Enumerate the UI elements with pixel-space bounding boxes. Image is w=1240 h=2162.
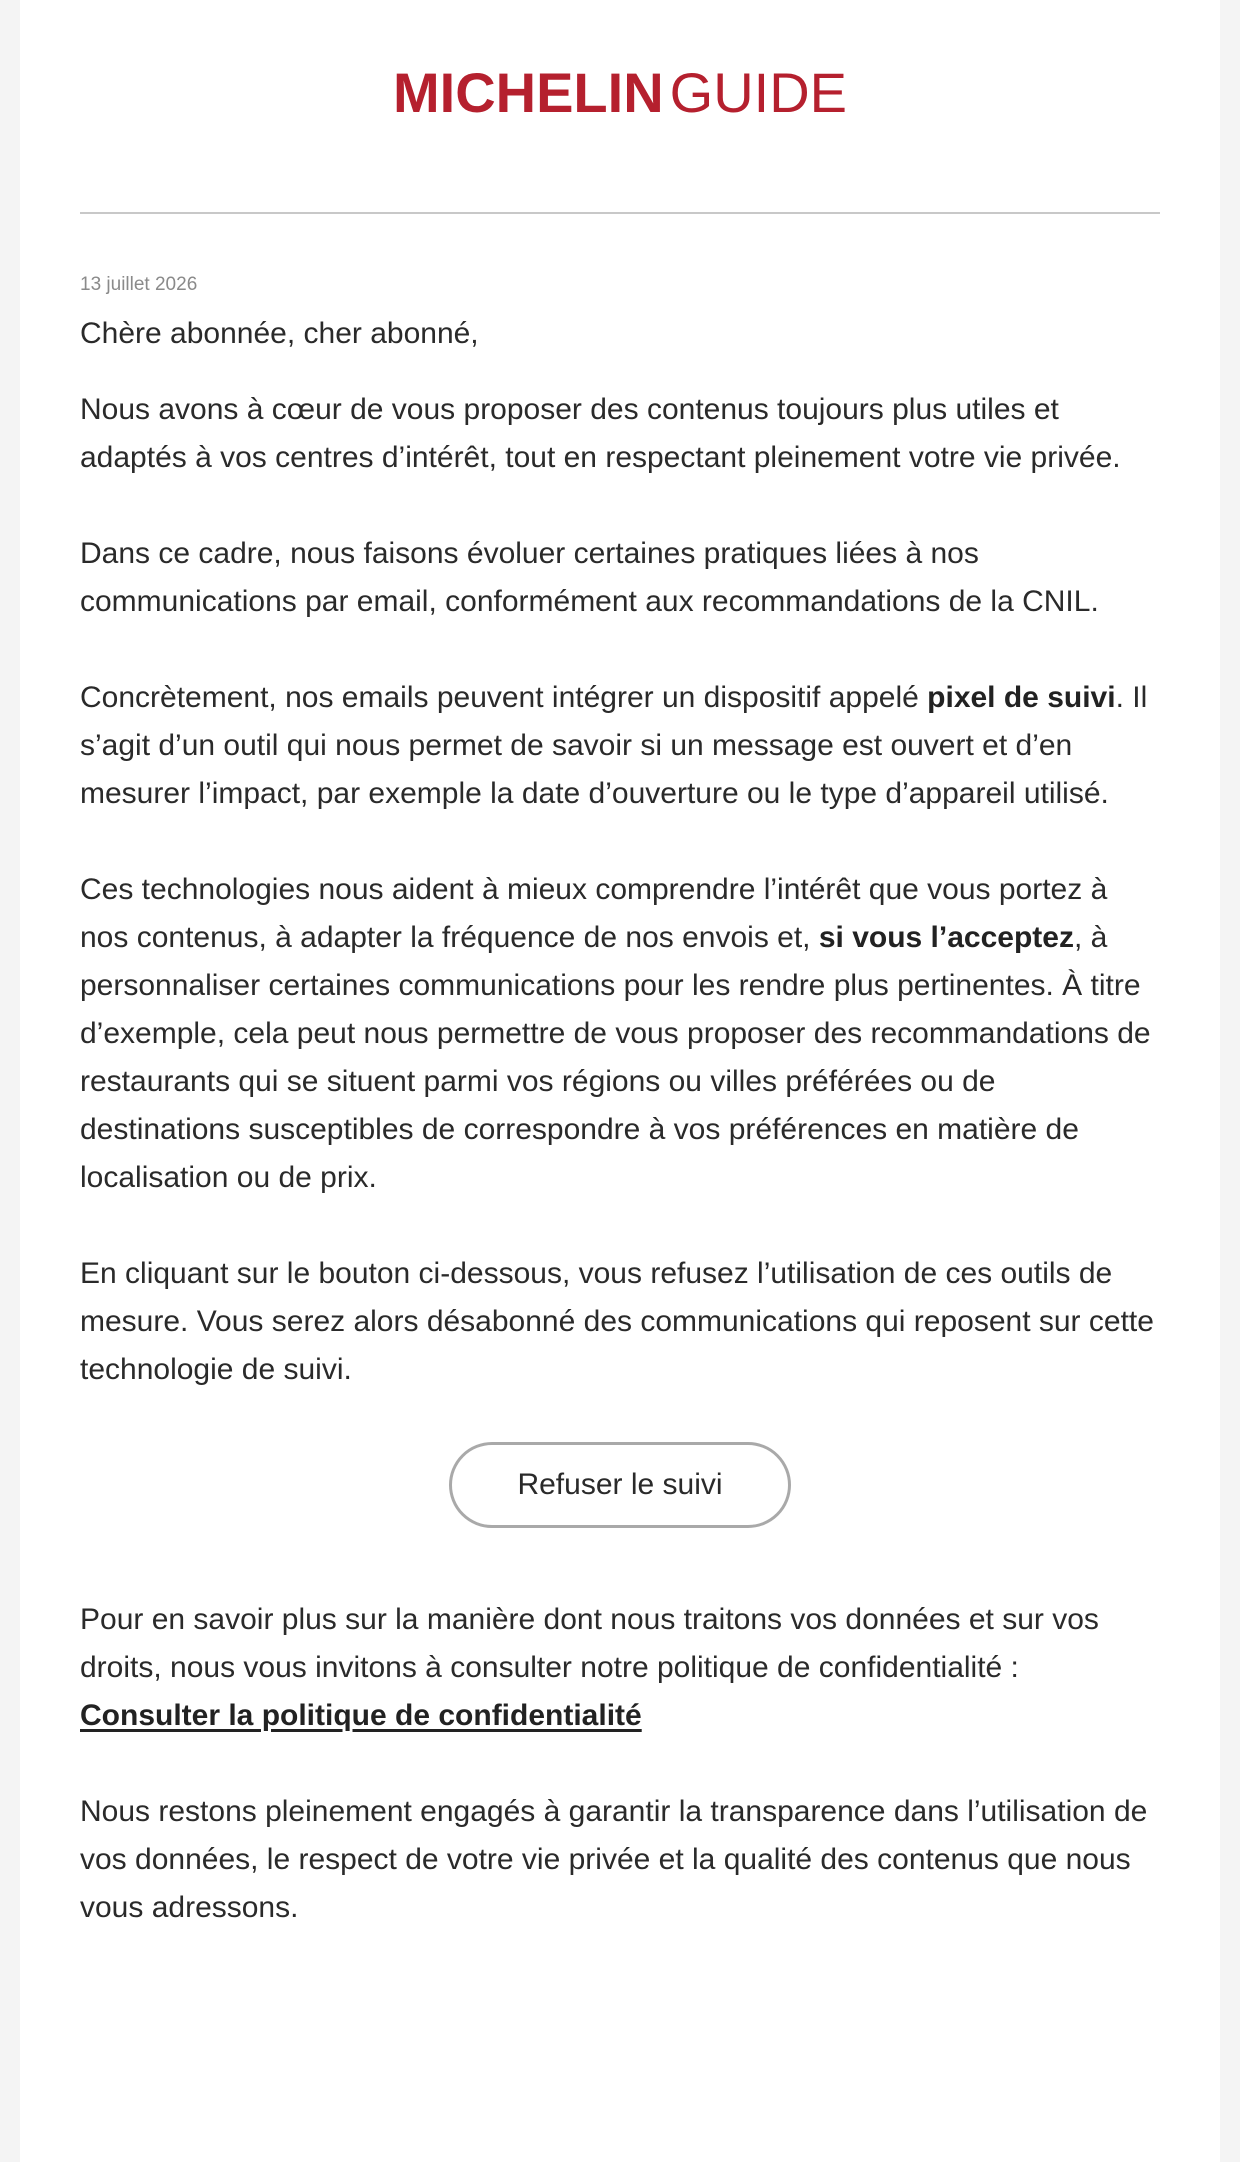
paragraph-text: . Il s’agit d’un outil qui nous permet de savoir si un message est ouvert et d’en mesurer l’impact, par exemple la date d’ouverture ou le type d’appareil utilisé.	[80, 681, 1148, 810]
paragraph-tracking-pixel	[80, 674, 1160, 818]
greeting: Chère abonnée, cher abonné,	[80, 317, 479, 350]
email-date: 13 juillet 2026	[80, 274, 198, 295]
email-header	[20, 0, 1220, 213]
paragraph-technologies	[80, 866, 1160, 1202]
logo-guide-text: GUIDE	[669, 61, 847, 124]
paragraph-intro: Nous avons à cœur de vous proposer des contenus toujours plus utiles et adaptés à vos centres d’intérêt, tout en respectant pleinement votre vie privée.	[80, 393, 1121, 474]
button-container	[80, 1442, 1160, 1528]
paragraph-cnil: Dans ce cadre, nous faisons évoluer certaines pratiques liées à nos communications par email, conformément aux recommandations de la CNIL.	[80, 537, 1099, 618]
michelin-guide-logo	[20, 58, 1220, 128]
logo-michelin-text: MICHELIN	[392, 61, 664, 124]
privacy-policy-link[interactable]: Consulter la politique de confidentialité	[80, 1699, 642, 1732]
paragraph-commitment: Nous restons pleinement engagés à garantir la transparence dans l’utilisation de vos données, le respect de votre vie privée et la qualité des contenus que nous vous adressons.	[80, 1795, 1148, 1924]
bold-si-vous-lacceptez: si vous l’acceptez	[818, 921, 1074, 954]
paragraph-refuse-info: En cliquant sur le bouton ci-dessous, vous refusez l’utilisation de ces outils de mesure. Vous serez alors désabonné des communications qui reposent sur cette technologie de suivi.	[80, 1257, 1154, 1386]
refuse-tracking-button[interactable]: Refuser le suivi	[449, 1442, 791, 1528]
paragraph-text: Concrètement, nos emails peuvent intégrer un dispositif appelé	[80, 681, 928, 714]
paragraph-privacy	[80, 1596, 1160, 1740]
header-divider	[80, 212, 1160, 214]
paragraph-text: Ces technologies nous aident à mieux comprendre l’intérêt que vous portez à nos contenus, à adapter la fréquence de nos envois et,	[80, 873, 1108, 954]
email-body	[80, 270, 1160, 1980]
bold-pixel-de-suivi: pixel de suivi	[927, 681, 1116, 714]
email-page	[20, 0, 1220, 2162]
paragraph-text: Pour en savoir plus sur la manière dont nous traitons vos données et sur vos droits, nous vous invitons à consulter notre politique de confidentialité :	[80, 1603, 1099, 1684]
paragraph-text: , à personnaliser certaines communications pour les rendre plus pertinentes. À titre d’exemple, cela peut nous permettre de vous proposer des recommandations de restaurants qui se situent parmi vos régions ou villes préférées ou de destinations susceptibles de correspondre à vos préférences en matière de localisation ou de prix.	[80, 921, 1151, 1194]
